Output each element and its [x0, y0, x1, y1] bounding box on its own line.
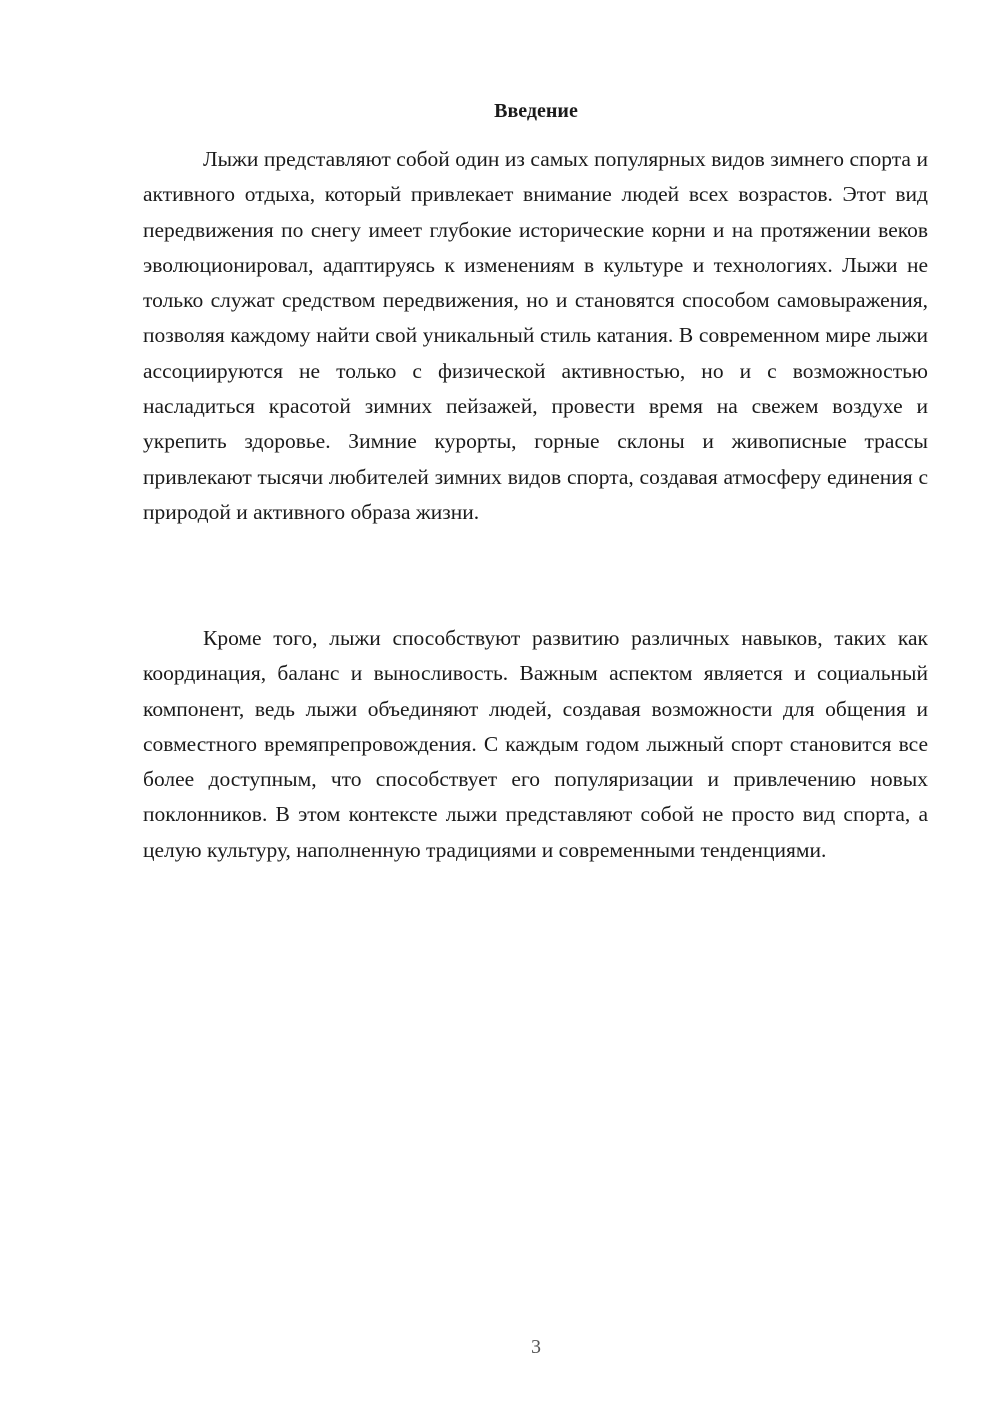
section-title: Введение [494, 100, 578, 122]
paragraph-2: Кроме того, лыжи способствуют развитию различных навыков, таких как координация, баланс и выносливость. Важным аспектом является и социальный компонент, ведь лыжи объединяют людей, создавая возможности для общения и совместного времяпрепровождения. С каждым годом лыжный спорт становится все более доступным, что способствует его популяризации и привлечению новых поклонников. В этом контексте лыжи представляют собой не просто вид спорта, а целую культуру, наполненную традициями и современными тенденциями. [143, 626, 928, 862]
page-number: 3 [531, 1336, 541, 1358]
paragraph-1: Лыжи представляют собой один из самых популярных видов зимнего спорта и активного отдыха, который привлекает внимание людей всех возрастов. Этот вид передвижения по снегу имеет глубокие исторические корни и на протяжении веков эволюционировал, адаптируясь к изменениям в культуре и технологиях. Лыжи не только служат средством передвижения, но и становятся способом самовыражения, позволяя каждому найти свой уникальный стиль катания. В современном мире лыжи ассоциируются не только с физической активностью, но и с возможностью насладиться красотой зимних пейзажей, провести время на свежем воздухе и укрепить здоровье. Зимние курорты, горные склоны и живописные трассы привлекают тысячи любителей зимних видов спорта, создавая атмосферу единения с природой и активного образа жизни. [143, 147, 928, 524]
